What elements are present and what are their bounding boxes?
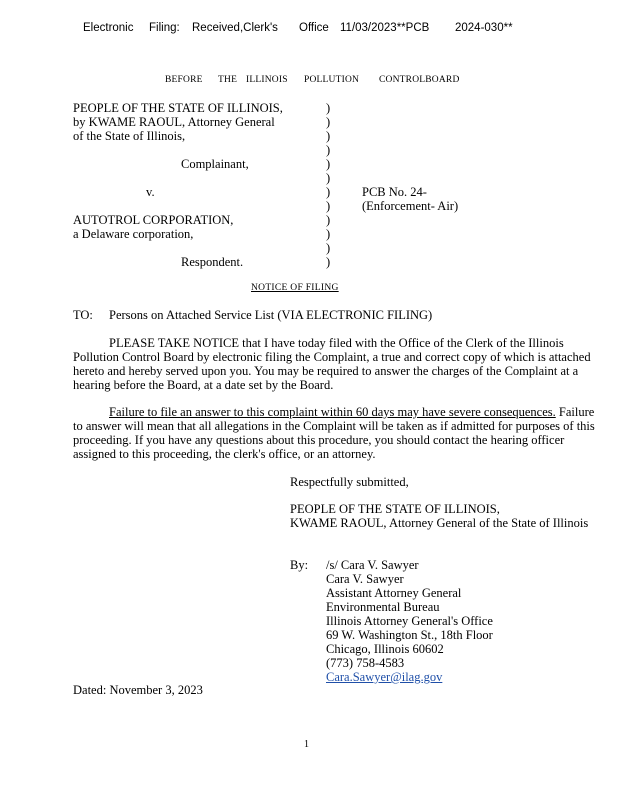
notice-title: NOTICE OF FILING [251, 283, 339, 293]
complainant-label: Complainant, [181, 157, 249, 171]
caption-brace-column [326, 101, 330, 269]
to-label: TO: [73, 308, 93, 322]
brace: ) [326, 115, 331, 129]
signatory-line-1: PEOPLE OF THE STATE OF ILLINOIS, [290, 502, 500, 516]
attorney-name: Cara V. Sawyer [326, 572, 404, 586]
board-control: CONTROLBOARD [379, 75, 460, 85]
caption-complainant-line-3: of the State of Illinois, [73, 129, 186, 143]
stamp-electronic: Electronic [83, 22, 134, 34]
stamp-received: Received,Clerk's [192, 22, 278, 34]
board-illinois: ILLINOIS [246, 75, 288, 85]
versus: v. [146, 185, 155, 199]
brace: ) [326, 227, 331, 241]
case-type: (Enforcement- Air) [362, 199, 459, 213]
phone-number: (773) 758-4583 [326, 656, 405, 670]
board-before: BEFORE [165, 75, 203, 85]
failure-warning: Failure to file an answer to this complaint within 60 days may have severe consequences. [109, 405, 556, 419]
failure-paragraph [73, 405, 603, 461]
brace: ) [326, 199, 331, 213]
brace: ) [326, 171, 331, 185]
street-address: 69 W. Washington St., 18th Floor [326, 628, 493, 642]
caption-complainant-line-1: PEOPLE OF THE STATE OF ILLINOIS, [73, 101, 283, 115]
brace: ) [326, 129, 331, 143]
page-number: 1 [304, 739, 309, 750]
bureau: Environmental Bureau [326, 600, 440, 614]
email-link[interactable]: Cara.Sawyer@ilag.gov [326, 670, 443, 684]
signature-block [326, 558, 493, 684]
brace: ) [326, 255, 331, 269]
brace: ) [326, 213, 331, 227]
attorney-title: Assistant Attorney General [326, 586, 462, 600]
closing: Respectfully submitted, [290, 475, 409, 489]
board-the: THE [218, 75, 238, 85]
brace: ) [326, 185, 331, 199]
stamp-filing: Filing: [149, 22, 180, 34]
stamp-date: 11/03/2023**PCB [340, 22, 430, 34]
stamp-office: Office [299, 22, 329, 34]
case-number: PCB No. 24- [362, 185, 427, 199]
caption-respondent-line-1: AUTOTROL CORPORATION, [73, 213, 234, 227]
brace: ) [326, 241, 331, 255]
city-state-zip: Chicago, Illinois 60602 [326, 642, 444, 656]
e-signature: /s/ Cara V. Sawyer [326, 558, 419, 572]
caption-respondent-line-2: a Delaware corporation, [73, 227, 194, 241]
failure-consequences: Failure to answer will mean that all allegations in the Complaint will be taken as if admitted for purposes of this proceeding. If you have any questions about this procedure, you should contact the hearing officer assigned to this proceeding, the clerk's office, or an attorney. [73, 405, 595, 461]
caption-complainant-line-2: by KWAME RAOUL, Attorney General [73, 115, 275, 129]
dated-line: Dated: November 3, 2023 [73, 683, 203, 697]
by-label: By: [290, 558, 309, 572]
brace: ) [326, 143, 331, 157]
stamp-number: 2024-030** [455, 22, 513, 34]
brace: ) [326, 157, 331, 171]
office-name: Illinois Attorney General's Office [326, 614, 493, 628]
signatory-line-2: KWAME RAOUL, Attorney General of the State of Illinois [290, 516, 589, 530]
notice-paragraph: PLEASE TAKE NOTICE that I have today filed with the Office of the Clerk of the Illinois Pollution Control Board by electronic filing the Complaint, a true and correct copy of which is attached hereto and hereby served upon you. You may be required to answer the charges of the Complaint at a hearing before the Board, at a date set by the Board. [73, 336, 591, 392]
respondent-label: Respondent. [181, 255, 244, 269]
brace: ) [326, 101, 331, 115]
board-pollution: POLLUTION [304, 75, 360, 85]
to-recipients: Persons on Attached Service List (VIA ELECTRONIC FILING) [109, 308, 433, 322]
